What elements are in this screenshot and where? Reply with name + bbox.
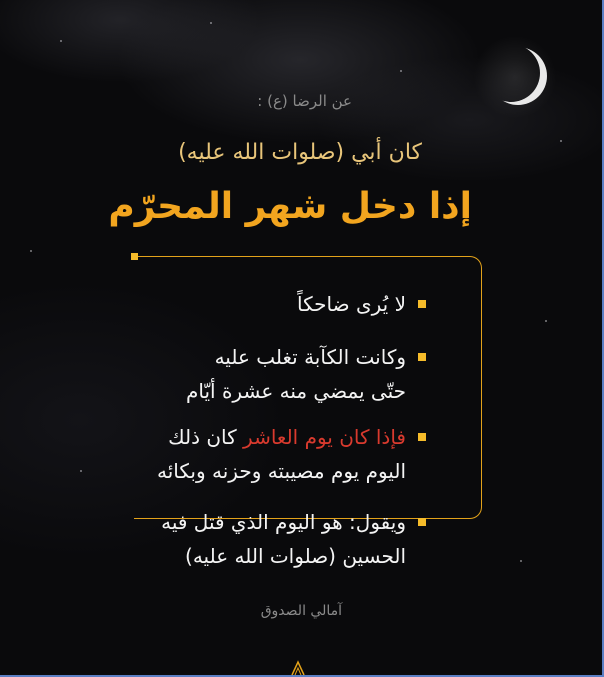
highlight-text: فإذا كان يوم العاشر (243, 425, 406, 449)
intro-text: كان أبي (صلوات الله عليه) (178, 140, 422, 165)
star (30, 250, 32, 252)
item-text: ويقول: هو اليوم الذي قتل فيه (161, 510, 406, 534)
list-item (297, 287, 406, 321)
item-text: كان ذلك (168, 425, 244, 449)
item-text: حتّى يمضي منه عشرة أيّام (186, 379, 406, 403)
bullet-square-icon (418, 300, 426, 308)
timeline-start-marker (131, 253, 138, 260)
star (520, 560, 522, 562)
star (210, 22, 212, 24)
item-text: الحسين (صلوات الله عليه) (185, 544, 406, 568)
brand-logo-icon (288, 660, 308, 676)
star (60, 40, 62, 42)
item-text: وكانت الكآبة تغلب عليه (214, 345, 406, 369)
list-item (161, 505, 406, 573)
bullet-square-icon (418, 518, 426, 526)
star (80, 470, 82, 472)
narrator-text: عن الرضا (ع) : (257, 92, 352, 110)
item-line (157, 420, 406, 454)
headline: إذا دخل شهر المحرّم (108, 186, 472, 227)
star (400, 70, 402, 72)
item-text: لا يُرى ضاحكاً (297, 292, 406, 316)
list-item (186, 340, 406, 408)
star (545, 320, 547, 322)
bullet-square-icon (418, 433, 426, 441)
item-text: اليوم يوم مصيبته وحزنه وبكائه (157, 459, 406, 483)
list-item (157, 420, 406, 488)
crescent-moon-icon (482, 44, 540, 102)
source-citation: آمالي الصدوق (260, 603, 342, 619)
bullet-square-icon (418, 353, 426, 361)
star (560, 140, 562, 142)
